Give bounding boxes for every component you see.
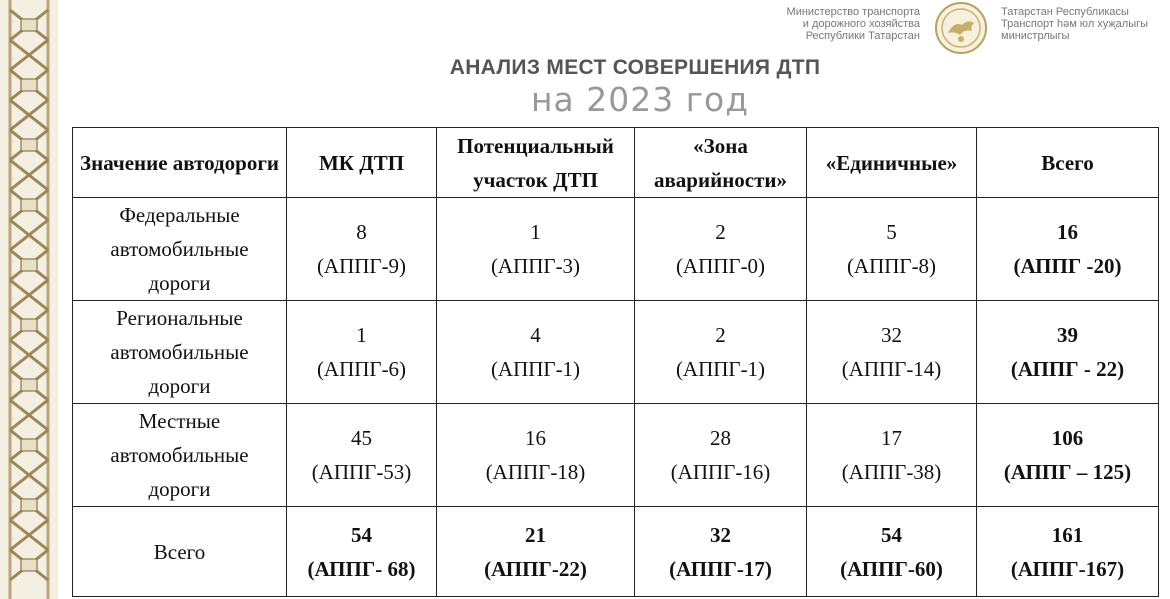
table-row bbox=[73, 301, 1159, 404]
accident-analysis-table bbox=[72, 127, 1159, 597]
ministry-name-russian bbox=[787, 6, 920, 42]
cell-value: 2 bbox=[715, 323, 726, 347]
header-right-line: Татарстан Республикасы bbox=[1001, 6, 1129, 18]
cell-appg: (АППГ-16) bbox=[670, 460, 771, 484]
cell-value: 32 bbox=[710, 522, 731, 547]
cell-appg: (АППГ-1) bbox=[675, 357, 766, 381]
table-cell bbox=[287, 198, 437, 301]
table-total-row bbox=[73, 507, 1159, 597]
total-cell bbox=[807, 507, 977, 597]
table-cell bbox=[635, 198, 807, 301]
table-row bbox=[73, 198, 1159, 301]
total-cell bbox=[977, 198, 1159, 301]
cell-value: 4 bbox=[530, 323, 541, 347]
column-header: «Зона аварийности» bbox=[635, 128, 807, 198]
table-header-row bbox=[73, 128, 1159, 198]
cell-value: 106 bbox=[1051, 426, 1084, 450]
cell-value: 32 bbox=[881, 323, 902, 347]
ministry-name-tatar bbox=[1001, 6, 1148, 42]
table-cell bbox=[287, 404, 437, 507]
table-cell bbox=[437, 198, 635, 301]
page-subtitle: на 2023 год bbox=[530, 80, 750, 119]
page-title: АНАЛИЗ МЕСТ СОВЕРШЕНИЯ ДТП bbox=[449, 56, 821, 79]
table-cell bbox=[635, 404, 807, 507]
cell-appg: (АППГ-0) bbox=[675, 254, 766, 278]
table-row bbox=[73, 404, 1159, 507]
table-cell bbox=[807, 198, 977, 301]
total-cell bbox=[977, 404, 1159, 507]
table-cell bbox=[287, 301, 437, 404]
cell-value: 17 bbox=[881, 426, 902, 450]
cell-value: 54 bbox=[881, 522, 902, 547]
header-left-line: Республики Татарстан bbox=[805, 30, 920, 42]
cell-value: 39 bbox=[1057, 323, 1078, 347]
cell-appg: (АППГ-14) bbox=[841, 357, 942, 381]
total-cell bbox=[287, 507, 437, 597]
column-header: МК ДТП bbox=[287, 128, 437, 198]
cell-value: 54 bbox=[351, 522, 372, 547]
cell-appg: (АППГ-3) bbox=[490, 254, 581, 278]
cell-value: 16 bbox=[1057, 220, 1078, 244]
row-label: Местные автомобильные дороги bbox=[73, 404, 287, 507]
header-left-line: и дорожного хозяйства bbox=[802, 18, 920, 30]
cell-appg: (АППГ-9) bbox=[316, 254, 407, 278]
column-header: «Единичные» bbox=[807, 128, 977, 198]
cell-appg: (АППГ-17) bbox=[669, 556, 772, 581]
header-left-line: Министерство транспорта bbox=[786, 6, 920, 18]
cell-appg: (АППГ-18) bbox=[485, 460, 586, 484]
cell-value: 21 bbox=[525, 522, 546, 547]
table-cell bbox=[437, 301, 635, 404]
column-header: Значение автодороги bbox=[73, 128, 287, 198]
total-cell bbox=[635, 507, 807, 597]
table-cell bbox=[807, 404, 977, 507]
cell-appg: (АППГ-60) bbox=[840, 556, 943, 581]
tatarstan-emblem-icon bbox=[934, 1, 988, 55]
cell-value: 1 bbox=[530, 220, 541, 244]
cell-appg: (АППГ - 22) bbox=[1010, 357, 1125, 381]
cell-value: 1 bbox=[356, 323, 367, 347]
column-header: Потенциальный участок ДТП bbox=[437, 128, 635, 198]
table-cell bbox=[437, 404, 635, 507]
row-label: Региональные автомобильные дороги bbox=[73, 301, 287, 404]
total-cell bbox=[977, 507, 1159, 597]
cell-value: 16 bbox=[525, 426, 546, 450]
header-right-line: Транспорт hәм юл хуҗалыгы bbox=[1001, 18, 1149, 30]
row-label: Федеральные автомобильные дороги bbox=[73, 198, 287, 301]
cell-value: 45 bbox=[351, 426, 372, 450]
cell-appg: (АППГ-53) bbox=[311, 460, 412, 484]
cell-value: 2 bbox=[715, 220, 726, 244]
cell-appg: (АППГ-38) bbox=[841, 460, 942, 484]
cell-value: 161 bbox=[1051, 522, 1084, 547]
cell-appg: (АППГ-167) bbox=[1010, 556, 1125, 581]
total-cell bbox=[977, 301, 1159, 404]
cell-appg: (АППГ -20) bbox=[1013, 254, 1122, 278]
header-right-line: министрлыгы bbox=[1001, 30, 1070, 42]
column-header: Всего bbox=[977, 128, 1159, 198]
table-cell bbox=[807, 301, 977, 404]
cell-appg: (АППГ – 125) bbox=[1003, 460, 1132, 484]
cell-appg: (АППГ-1) bbox=[490, 357, 581, 381]
cell-appg: (АППГ-22) bbox=[484, 556, 587, 581]
cell-appg: (АППГ- 68) bbox=[307, 556, 416, 581]
row-label: Всего bbox=[73, 507, 287, 597]
cell-value: 5 bbox=[886, 220, 897, 244]
cell-value: 28 bbox=[710, 426, 731, 450]
total-cell bbox=[437, 507, 635, 597]
cell-value: 8 bbox=[356, 220, 367, 244]
table-cell bbox=[635, 301, 807, 404]
cell-appg: (АППГ-6) bbox=[316, 357, 407, 381]
cell-appg: (АППГ-8) bbox=[846, 254, 937, 278]
